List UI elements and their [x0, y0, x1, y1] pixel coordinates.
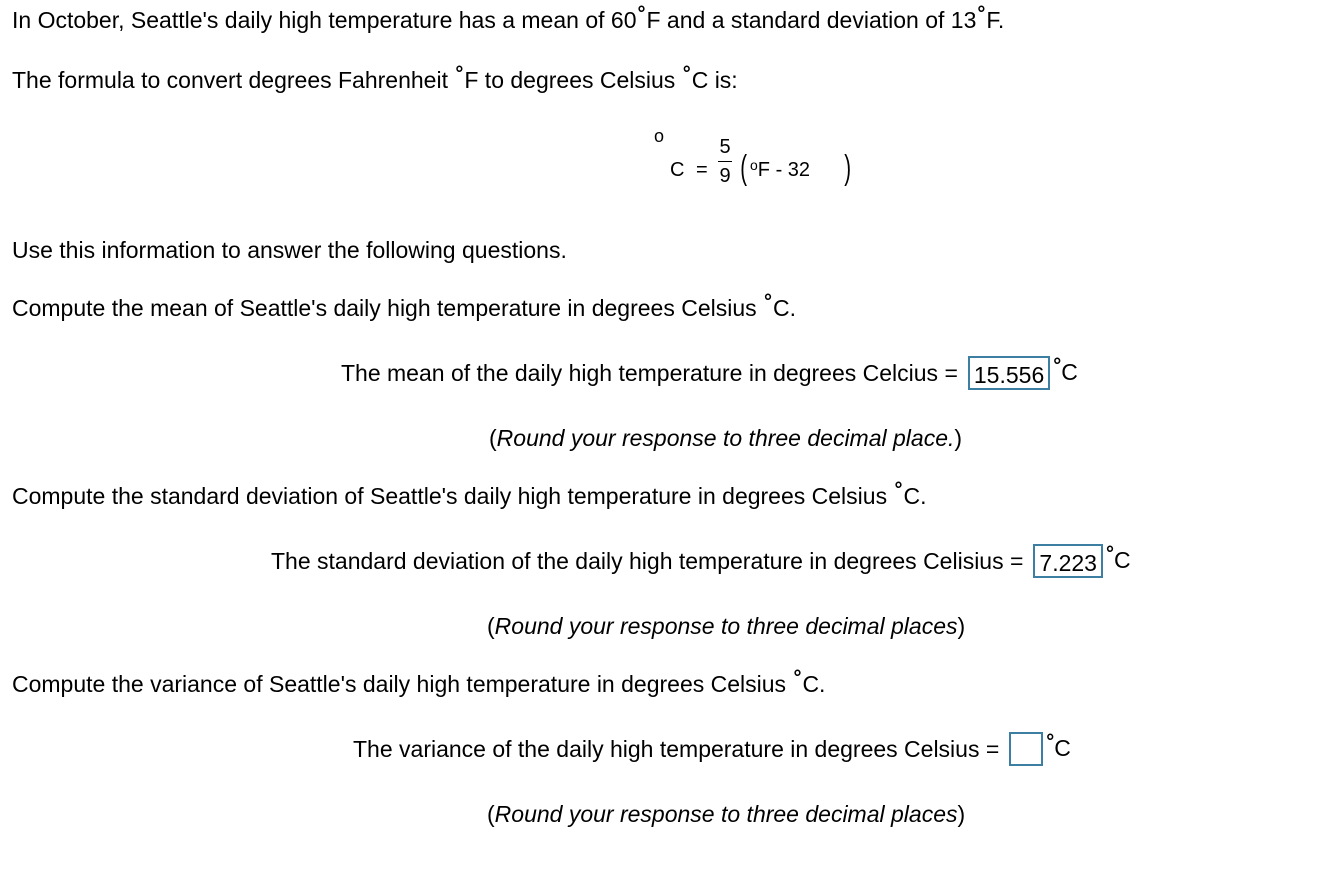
conversion-formula	[652, 124, 872, 204]
q3-note-open: (	[487, 801, 495, 827]
degree-symbol: °	[793, 667, 802, 689]
intro-line-2	[12, 63, 738, 96]
formula-lhs: C	[670, 159, 685, 181]
q1-prompt-end: C.	[773, 295, 797, 321]
degree-symbol: °	[894, 479, 903, 501]
degree-symbol: °	[637, 3, 646, 25]
q3-unit	[1046, 731, 1071, 767]
instructions: Use this information to answer the following questions.	[12, 237, 567, 263]
q2-prompt-end: C.	[903, 483, 927, 509]
degree-symbol: °	[682, 63, 691, 85]
intro-line-1-text-a: In October, Seattle's daily high temperature has a mean of 60	[12, 7, 637, 33]
q2-note-text: Round your response to three decimal places	[494, 613, 958, 639]
q1-note-text: Round your response to three decimal place.	[496, 425, 955, 451]
q1-prompt	[12, 291, 797, 324]
q3-answer-row	[353, 732, 1071, 769]
q3-unit-text: C	[1054, 734, 1071, 761]
formula-inner-text: F - 32	[757, 159, 811, 181]
formula-degree-symbol: o	[654, 126, 665, 146]
fraction-bar	[718, 161, 732, 162]
q1-unit	[1053, 355, 1078, 391]
q2-note-open: (	[487, 613, 495, 639]
q3-prompt-text: Compute the variance of Seattle's daily high temperature in degrees Celsius	[12, 671, 793, 697]
q2-note-close: )	[957, 613, 966, 639]
intro-line-1-text-b: F and a standard deviation of 13	[646, 7, 977, 33]
q1-answer-row	[341, 356, 1078, 393]
q2-prompt	[12, 479, 927, 512]
q1-note-close: )	[954, 425, 963, 451]
intro-line-2-text-c: C is:	[691, 67, 738, 93]
q3-note-close: )	[957, 801, 966, 827]
formula-inner	[750, 159, 810, 182]
degree-symbol: °	[977, 3, 986, 25]
q3-answer-label: The variance of the daily high temperature in degrees Celsius =	[353, 736, 1000, 762]
intro-line-2-text-a: The formula to convert degrees Fahrenheit	[12, 67, 455, 93]
variance-answer-field[interactable]	[1009, 732, 1043, 766]
formula-paren-open: (	[740, 149, 748, 187]
std-dev-answer-field[interactable]: 7.223	[1033, 544, 1103, 578]
formula-paren-close: )	[844, 149, 852, 187]
q2-unit	[1106, 543, 1131, 579]
degree-symbol: °	[1105, 542, 1114, 565]
q2-unit-text: C	[1113, 546, 1131, 573]
formula-inner-degree: o	[750, 157, 758, 173]
q1-prompt-text: Compute the mean of Seattle's daily high temperature in degrees Celsius	[12, 295, 764, 321]
q3-note	[487, 800, 965, 828]
q1-unit-text: C	[1061, 358, 1078, 385]
intro-line-1	[12, 3, 1005, 36]
intro-line-2-text-b: F to degrees Celsius	[464, 67, 682, 93]
degree-symbol: °	[1046, 730, 1055, 753]
q1-answer-label: The mean of the daily high temperature in degrees Celcius =	[341, 360, 958, 386]
formula-fraction	[716, 136, 734, 187]
formula-equals: =	[696, 159, 708, 181]
q2-answer-row	[271, 544, 1131, 581]
formula-numerator: 5	[719, 136, 731, 158]
degree-symbol: °	[1053, 354, 1062, 377]
q2-prompt-text: Compute the standard deviation of Seattle's daily high temperature in degrees Celsius	[12, 483, 894, 509]
formula-denominator: 9	[719, 165, 731, 187]
q1-note-open: (	[489, 425, 497, 451]
degree-symbol: °	[764, 291, 773, 313]
q3-note-text: Round your response to three decimal places	[494, 801, 958, 827]
mean-answer-field[interactable]: 15.556	[968, 356, 1050, 390]
q3-prompt	[12, 667, 826, 700]
intro-line-1-text-c: F.	[986, 7, 1005, 33]
q1-note	[489, 424, 962, 452]
q2-note	[487, 612, 965, 640]
q3-prompt-end: C.	[802, 671, 826, 697]
q2-answer-label: The standard deviation of the daily high temperature in degrees Celisius =	[271, 548, 1024, 574]
degree-symbol: °	[455, 63, 464, 85]
